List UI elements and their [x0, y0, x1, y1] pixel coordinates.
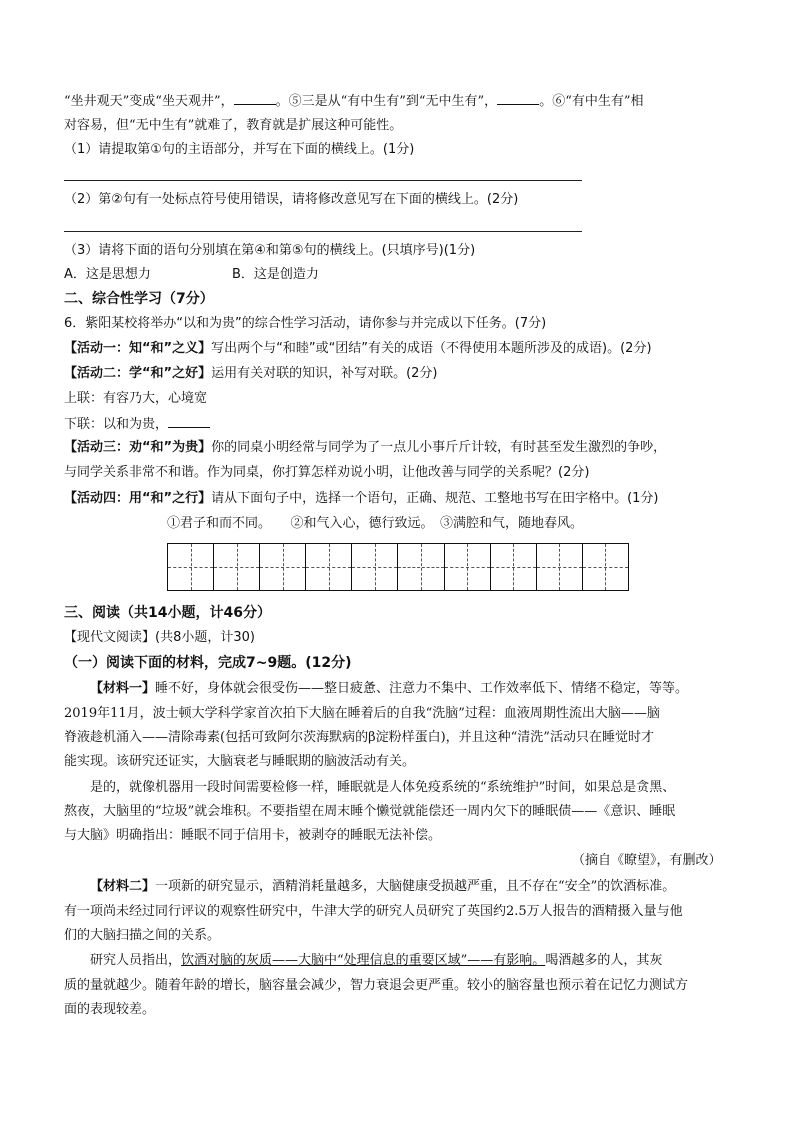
text-fragment: 。⑥“有中生有”相: [539, 94, 644, 109]
activity-text: 你的同桌小明经常与同学为了一点儿小事斤斤计较，有时甚至发生激烈的争吵，: [211, 440, 667, 455]
answer-line: [64, 231, 582, 232]
option-a: A．这是思想力: [64, 267, 151, 282]
activity-3: [64, 438, 666, 458]
material-1-source: （摘自《瞭望》，有删改）: [572, 853, 722, 868]
text-fragment: 睡不好，身体就会很受伤——整日疲惫、注意力不集中、工作效率低下、情绪不稳定，等等。: [155, 681, 689, 696]
answer-blank: [497, 90, 539, 105]
grid-cell: [583, 544, 628, 590]
tianzige-grid: [167, 543, 629, 591]
material-label: 【材料一】: [90, 681, 156, 696]
activity-text: 运用有关对联的知识，补写对联。(2分): [211, 366, 438, 381]
activity-label: 【活动一：知“和”之义】: [64, 341, 212, 356]
couplet-lower: [64, 413, 210, 435]
material-1-line: 与大脑》明确指出：睡眠不同于信用卡，被剥夺的睡眠无法补偿。: [64, 828, 442, 843]
grid-cell: [168, 544, 214, 590]
grid-cell: [398, 544, 444, 590]
grid-cell: [445, 544, 491, 590]
question-1: （1）请提取第①句的主语部分，并写在下面的横线上。(1分): [64, 142, 415, 157]
activity-4: [64, 489, 659, 509]
activity-2: [64, 364, 438, 384]
activity-3-cont: 与同学关系非常不和谐。作为同桌，你打算怎样劝说小明，让他改善与同学的关系呢？(2分): [64, 465, 590, 480]
material-2-line: [90, 951, 662, 971]
question-2: （2）第②句有一处标点符号使用错误，请将修改意见写在下面的横线上。(2分): [64, 192, 519, 207]
grid-cell: [260, 544, 306, 590]
activity-label: 【活动三：劝“和”为贵】: [64, 440, 212, 455]
part-1-heading: （一）阅读下面的材料，完成7~9题。(12分): [64, 655, 352, 671]
material-2-line: 面的表现较差。: [64, 1002, 156, 1017]
material-label: 【材料二】: [90, 879, 156, 894]
text-fragment: 【现代文阅读】(共8小题，计30): [64, 630, 255, 645]
text-fragment: 研究人员指出，: [90, 953, 182, 968]
couplet-upper: 上联：有容乃大，心境宽: [64, 391, 208, 406]
answer-line: [64, 180, 582, 181]
material-1-line: 能实现。该研究还证实，大脑衰老与睡眠期的脑波活动有关。: [64, 754, 416, 769]
material-1-line: 熬夜，大脑里的“垃圾”就会堆积。不要指望在周末睡个懒觉就能偿还一周内欠下的睡眠债——《意识、睡眠: [64, 804, 676, 819]
material-1-line: [90, 679, 688, 699]
text-line: [64, 90, 643, 112]
section-3-heading: 三、阅读（共14小题，计46分）: [64, 605, 271, 621]
material-1-line: 脊液趁机涌入——清除毒素(包括可致阿尔茨海默病的β淀粉样蛋白)，并且这种“清洗”活动只在睡觉时才: [64, 730, 654, 745]
activity-label: 【活动二：学“和”之好】: [64, 366, 212, 381]
activity-text: 写出两个与“和睦”或“团结”有关的成语（不得使用本题所涉及的成语)。(2分): [211, 341, 652, 356]
question-6: 6．紫阳某校将举办“以和为贵”的综合性学习活动，请你参与并完成以下任务。(7分): [64, 316, 547, 331]
material-1-line: 是的，就像机器用一段时间需要检修一样，睡眠就是人体免疫系统的“系统维护”时间，如果总是贪黑、: [90, 780, 676, 795]
material-2-line: 有一项尚未经过同行评议的观察性研究中，牛津大学的研究人员研究了英国约2.5万人报告的酒精摄入量与他: [64, 904, 683, 919]
grid-cell: [491, 544, 537, 590]
material-2-line: [90, 877, 675, 897]
option-b: B．这是创造力: [232, 267, 319, 282]
section-2-heading: 二、综合性学习（7分）: [64, 291, 214, 307]
text-fragment: “坐井观天”变成“坐天观井”，: [64, 94, 234, 109]
text-fragment: 一项新的研究显示，酒精消耗量越多，大脑健康受损越严重，且不存在“安全”的饮酒标准。: [155, 879, 676, 894]
answer-blank: [168, 413, 210, 428]
text-fragment: 喝酒越多的人，其灰: [545, 953, 663, 968]
activity-text: 请从下面句子中，选择一个语句，正确、规范、工整地书写在田字格中。(1分): [211, 491, 659, 506]
grid-cell: [537, 544, 583, 590]
answer-blank: [234, 90, 276, 105]
question-3: （3）请将下面的语句分别填在第④和第⑤句的横线上。(只填序号)(1分): [64, 243, 476, 258]
text-line: 对容易，但“无中生有”就难了，教育就是扩展这种可能性。: [64, 118, 403, 133]
text-fragment: 。⑤三是从“有中生有”到“无中生有”，: [275, 94, 498, 109]
text-fragment: 下联：以和为贵，: [64, 417, 169, 432]
material-2-line: 质的量就越少。随着年龄的增长，脑容量会减少，智力衰退会更严重。较小的脑容量也预示着在记忆力测试方: [64, 978, 689, 993]
grid-cell: [352, 544, 398, 590]
activity-label: 【活动四：用“和”之行】: [64, 491, 212, 506]
material-1-line: 2019年11月，波士顿大学科学家首次拍下大脑在睡着后的自我“洗脑”过程：血液周期性流出大脑——脑: [64, 706, 660, 721]
activity-1: [64, 339, 652, 359]
grid-cell: [306, 544, 352, 590]
activity-4-options: ①君子和而不同。 ②和气入心，德行致远。 ③满腔和气，随地春风。: [167, 516, 584, 531]
modern-reading-heading: [64, 628, 255, 648]
underlined-sentence: 饮酒对脑的灰质——大脑中“处理信息的重要区域”——有影响。: [181, 953, 546, 968]
grid-cell: [214, 544, 260, 590]
material-2-line: 们的大脑扫描之间的关系。: [64, 928, 221, 943]
